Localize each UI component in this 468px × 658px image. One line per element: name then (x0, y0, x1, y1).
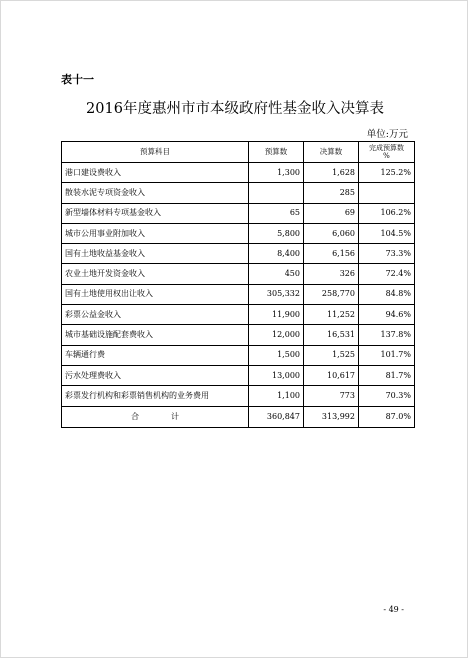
row-final: 6,060 (304, 223, 359, 243)
row-final: 10,617 (304, 365, 359, 385)
row-budget: 305,332 (249, 284, 304, 304)
table-row (62, 365, 415, 385)
table-row (62, 386, 415, 406)
row-item: 农业土地开发资金收入 (62, 264, 249, 284)
row-budget (249, 183, 304, 203)
total-label-b: 计 (171, 411, 179, 421)
table-number: 表十一 (61, 73, 94, 86)
row-item: 国有土地收益基金收入 (62, 244, 249, 264)
table-row (62, 163, 415, 183)
row-completion: 84.8% (359, 284, 415, 304)
row-final: 11,252 (304, 305, 359, 325)
row-completion: 137.8% (359, 325, 415, 345)
total-label (62, 406, 249, 427)
table-row (62, 345, 415, 365)
table-row (62, 284, 415, 304)
total-label-a: 合 (131, 411, 139, 421)
table-row (62, 325, 415, 345)
table-row (62, 183, 415, 203)
row-budget: 13,000 (249, 365, 304, 385)
header-completion-line1: 完成预算数 (369, 144, 404, 152)
row-budget: 450 (249, 264, 304, 284)
row-completion: 104.5% (359, 223, 415, 243)
row-final: 1,525 (304, 345, 359, 365)
row-final: 258,770 (304, 284, 359, 304)
total-budget: 360,847 (249, 406, 304, 427)
row-item: 彩票公益金收入 (62, 305, 249, 325)
row-item: 港口建设费收入 (62, 163, 249, 183)
row-item: 散装水泥专项资金收入 (62, 183, 249, 203)
row-final: 1,628 (304, 163, 359, 183)
row-budget: 65 (249, 203, 304, 223)
row-item: 新型墙体材料专项基金收入 (62, 203, 249, 223)
row-item: 城市公用事业附加收入 (62, 223, 249, 243)
total-row (62, 406, 415, 427)
row-completion: 81.7% (359, 365, 415, 385)
row-budget: 1,300 (249, 163, 304, 183)
row-final: 6,156 (304, 244, 359, 264)
row-budget: 8,400 (249, 244, 304, 264)
row-budget: 12,000 (249, 325, 304, 345)
row-final: 16,531 (304, 325, 359, 345)
row-completion: 72.4% (359, 264, 415, 284)
table-row (62, 244, 415, 264)
row-budget: 11,900 (249, 305, 304, 325)
table-header-row (62, 142, 415, 163)
table-row (62, 223, 415, 243)
row-item: 城市基础设施配套费收入 (62, 325, 249, 345)
page-title: 2016年度惠州市市本级政府性基金收入决算表 (86, 101, 384, 117)
header-completion (359, 142, 415, 163)
row-final: 773 (304, 386, 359, 406)
row-completion: 94.6% (359, 305, 415, 325)
row-budget: 5,800 (249, 223, 304, 243)
unit-label: 单位:万元 (366, 129, 408, 140)
row-budget: 1,500 (249, 345, 304, 365)
total-completion: 87.0% (359, 406, 415, 427)
total-final: 313,992 (304, 406, 359, 427)
row-completion: 101.7% (359, 345, 415, 365)
row-item: 国有土地使用权出让收入 (62, 284, 249, 304)
row-budget: 1,100 (249, 386, 304, 406)
row-completion: 106.2% (359, 203, 415, 223)
table-row (62, 305, 415, 325)
fund-revenue-table (61, 141, 415, 428)
header-final: 决算数 (304, 142, 359, 163)
row-item: 彩票发行机构和彩票销售机构的业务费用 (62, 386, 249, 406)
row-final: 326 (304, 264, 359, 284)
table-row (62, 203, 415, 223)
row-final: 69 (304, 203, 359, 223)
row-completion: 73.3% (359, 244, 415, 264)
row-final: 285 (304, 183, 359, 203)
row-item: 车辆通行费 (62, 345, 249, 365)
header-completion-line2: % (383, 152, 390, 160)
row-completion: 125.2% (359, 163, 415, 183)
header-item: 预算科目 (62, 142, 249, 163)
header-budget: 预算数 (249, 142, 304, 163)
row-completion (359, 183, 415, 203)
page-number: - 49 - (383, 605, 404, 614)
row-completion: 70.3% (359, 386, 415, 406)
row-item: 污水处理费收入 (62, 365, 249, 385)
table-row (62, 264, 415, 284)
